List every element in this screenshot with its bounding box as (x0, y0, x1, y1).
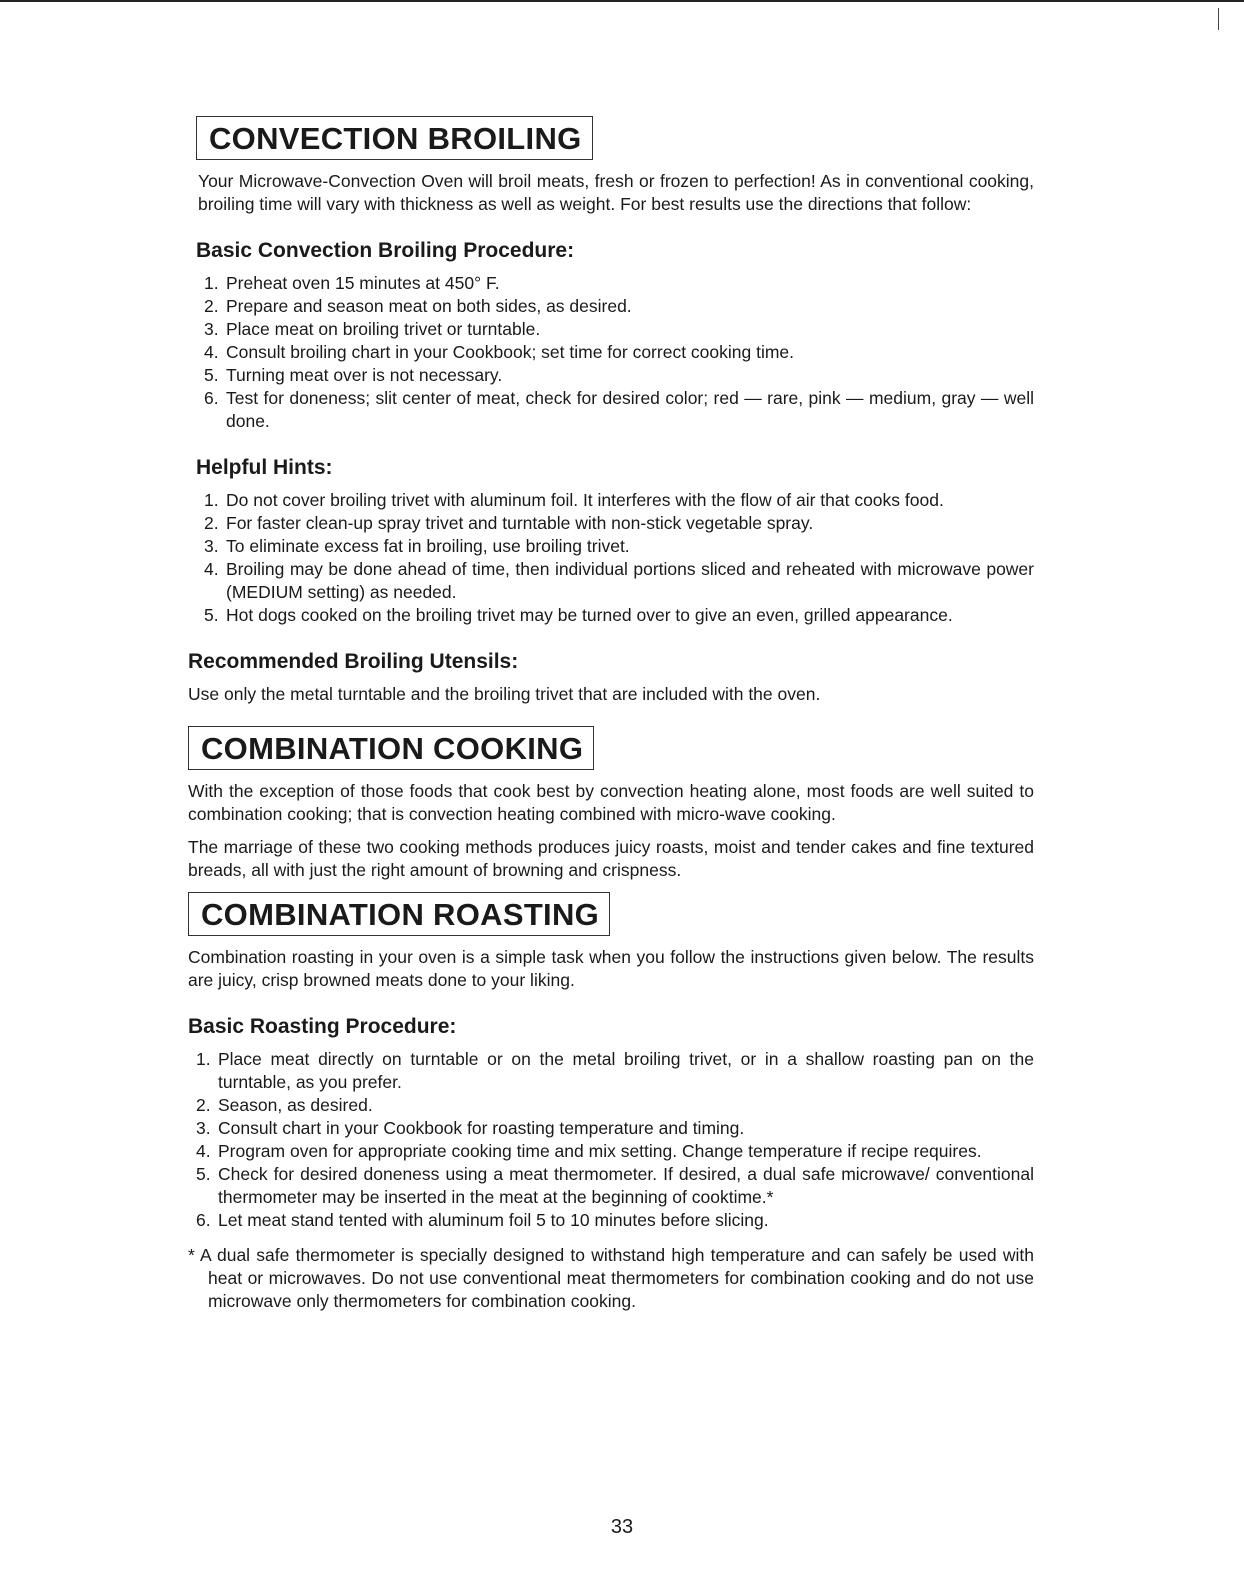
list-item: 2. Prepare and season meat on both sides, as desired. (204, 296, 632, 316)
list-item: 2. Season, as desired. (196, 1095, 373, 1115)
list-item: 3. Place meat on broiling trivet or turntable. (204, 319, 541, 339)
helpful-hints-heading: Helpful Hints: (196, 456, 333, 479)
combination-cooking-para-1: With the exception of those foods that cook best by convection heating alone, most foods are well suited to combination cooking; that is convection heating combined with micro-wave cooking. (188, 781, 1034, 824)
helpful-hints-list (196, 489, 1034, 627)
combination-cooking-para-2: The marriage of these two cooking methods produces juicy roasts, moist and tender cakes and fine textured breads, all with just the right amount of browning and crispness. (188, 837, 1034, 880)
list-item: 4. Program oven for appropriate cooking time and mix setting. Change temperature if recipe requires. (196, 1141, 982, 1161)
list-item: 6. Let meat stand tented with aluminum foil 5 to 10 minutes before slicing. (196, 1210, 769, 1230)
combination-cooking-title: COMBINATION COOKING (188, 726, 594, 770)
list-item: 6. Test for doneness; slit center of meat, check for desired color; red — rare, pink — medium, gray — well done. (204, 388, 1034, 431)
combination-roasting-intro: Combination roasting in your oven is a simple task when you follow the instructions given below. The results are juicy, crisp browned meats done to your liking. (188, 947, 1034, 990)
broiling-utensils-heading: Recommended Broiling Utensils: (188, 650, 519, 673)
manual-page (188, 116, 1034, 1331)
list-item: 1. Preheat oven 15 minutes at 450° F. (204, 273, 500, 293)
roasting-procedure-heading: Basic Roasting Procedure: (188, 1015, 457, 1038)
convection-broiling-title: CONVECTION BROILING (196, 116, 593, 160)
list-item: 5. Check for desired doneness using a meat thermometer. If desired, a dual safe microwave/ conventional thermometer may be inserted in the meat at the beginning of cooktime.* (196, 1164, 1034, 1207)
list-item: 1. Do not cover broiling trivet with aluminum foil. It interferes with the flow of air that cooks food. (204, 490, 944, 510)
list-item: 3. To eliminate excess fat in broiling, use broiling trivet. (204, 536, 630, 556)
list-item: 4. Consult broiling chart in your Cookbook; set time for correct cooking time. (204, 342, 795, 362)
broiling-utensils-text: Use only the metal turntable and the broiling trivet that are included with the oven. (188, 684, 821, 704)
list-item: 5. Turning meat over is not necessary. (204, 365, 503, 385)
broiling-procedure-heading: Basic Convection Broiling Procedure: (196, 239, 575, 262)
roasting-procedure-list (188, 1048, 1034, 1232)
list-item: 2. For faster clean-up spray trivet and turntable with non-stick vegetable spray. (204, 513, 814, 533)
list-item: 3. Consult chart in your Cookbook for roasting temperature and timing. (196, 1118, 745, 1138)
list-item: 4. Broiling may be done ahead of time, then individual portions sliced and reheated with microwave power (MEDIUM setting) as needed. (204, 559, 1034, 602)
list-item: 5. Hot dogs cooked on the broiling trivet may be turned over to give an even, grilled appearance. (204, 605, 953, 625)
list-item: 1. Place meat directly on turntable or on the metal broiling trivet, or in a shallow roasting pan on the turntable, as you prefer. (196, 1049, 1034, 1092)
page-number: 33 (610, 1516, 634, 1538)
convection-broiling-intro: Your Microwave-Convection Oven will broil meats, fresh or frozen to perfection! As in conventional cooking, broiling time will vary with thickness as well as weight. For best results use the directions that follow: (198, 171, 1034, 214)
thermometer-footnote: * A dual safe thermometer is specially designed to withstand high temperature and can safely be used with heat or microwaves. Do not use conventional meat thermometers for combination cooking and do not use microwave only thermometers for combination cooking. (188, 1245, 1034, 1311)
scan-top-border (0, 0, 1244, 2)
combination-roasting-title: COMBINATION ROASTING (188, 892, 610, 936)
broiling-procedure-list (196, 272, 1034, 433)
scan-edge-mark (1218, 8, 1219, 30)
